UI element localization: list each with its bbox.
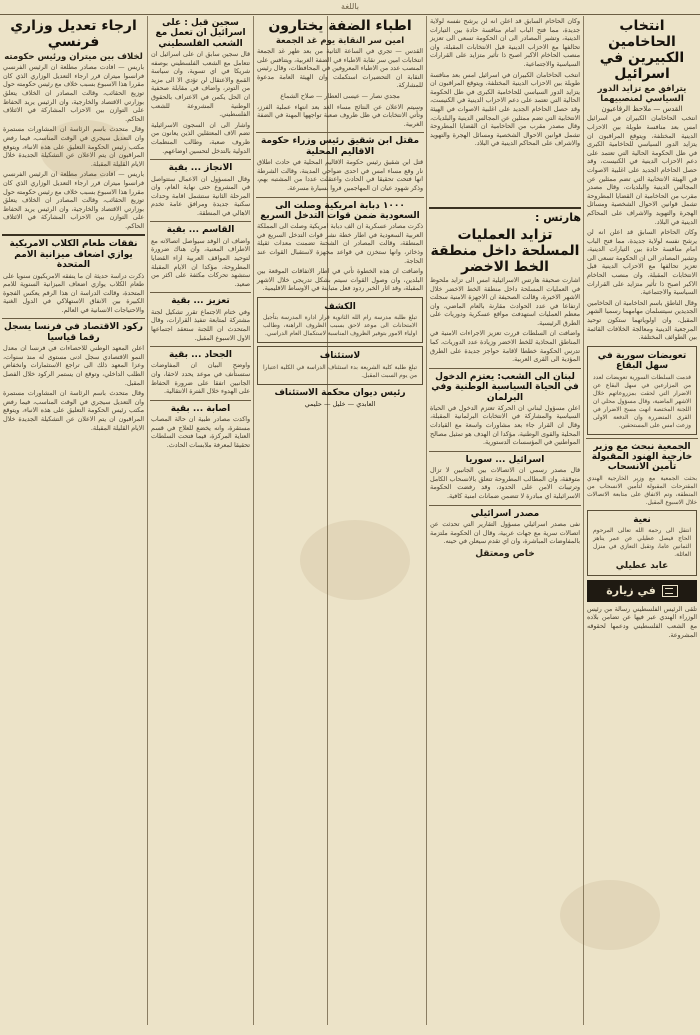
divider [429,368,581,369]
section-banner [587,580,697,602]
divider [150,400,251,401]
article-body: وقال متحدث باسم الرئاسة ان المشاورات مستمرة وان التعديل سيجري في الوقت المناسب، فيما رفض مكتب رئيس الحكومة التعليق على هذه الانباء، ويتوقع المراقبون ان يتم الاعلان عن التشكيلة الجديدة خلال الايام القليلة المقبلة. [3,126,144,168]
divider [2,234,145,236]
notice-body: تبلغ طلبة كلية الشريعة بدء استئناف الدراسة في الكلية اعتبارا من يوم السبت المقبل. [263,364,417,379]
subheadline-chief-rabbis: يترافق مع تزايد الدور السياسي لمنصبيهما [597,84,687,105]
continued-top [427,18,583,204]
article-body: اعلن مسؤول لبناني ان الحركة تعتزم الدخول في الحياة السياسية والمشاركة في الانتخابات البرلمانية المقبلة، وقال ان القرار جاء بعد مشاورات واسعة مع القيادات المحلية والقوى الوطنية، مؤكدا ان الهدف هو تمثيل مصالح المواطنين في المؤسسات الدستورية. [430,404,580,447]
headline-continued: تعزيز ... بقية [171,296,230,307]
headline-continued: القاسم ... بقية [166,225,235,236]
notice-headline: لاستئناف [319,351,361,362]
boxed-notice [257,346,423,384]
headline-tanks: ١٠٠٠ دبابة امريكية وصلت الى السعودية ضمن قوات التدخل السريع [260,200,420,221]
candidate-names: مجدي نصار — عيسى العطار — صلاح الشماع [280,93,400,101]
headline-continued: الانجاز ... بقية [168,163,233,174]
article-body: باريس — افادت مصادر مطلعة ان الرئيس الفرنسي فرانسوا ميتران قرر ارجاء التعديل الوزاري الذي كان مقررا هذا الاسبوع بسبب خلاف مع رئيس حكومته حول توزيع الحقائب، وقالت المصادر ان الخلاف يتعلق بوزارتي الاقتصاد والخارجية، وان الرئيس يريد الحفاظ على التوازن بين الاحزاب المشاركة في الائتلاف الحاكم. [3,171,144,230]
boxed-notice [257,297,423,343]
headline-israel-syria: اسرائيل ... سوريا [465,454,545,465]
headline-france-recession: ركود الاقتصاد في فرنسا يسجل رقما قياسيا [4,322,143,343]
kicker-haaretz: هارتس : [535,211,581,224]
notice-body: تبلغ طلبة مدرسة رام الله الثانوية قرار ادارة المدرسة بتأجيل الامتحانات الى موعد لاحق بسبب الظروف الراهنة، وطالب اولياء الامور بتوفير الظروف المناسبة لاستكمال العام الدراسي. [263,315,417,338]
divider [586,438,698,439]
article-body: وفي ختام الاجتماع تقرر تشكيل لجنة مشتركة لمتابعة تنفيذ القرارات، وقال المتحدث ان اللجنة ستعقد اجتماعها الاول الاسبوع المقبل. [151,308,250,342]
subheadline-doctors: امين سر النقابة يوم غد الجمعة [275,36,405,47]
headline-india-talks: الجمعية نبحث مع وزير خارجية الهنود المقبولة تأمين الانسحاب [591,441,693,473]
masthead-label: باللغة [341,2,359,11]
divider [150,292,251,293]
headline-prisoner: سجين قبل : على اسرائيل ان تعمل مع الشعب الفلسطيني [155,18,246,49]
divider [429,451,581,452]
article-body: وكان الحاخام السابق قد اعلن انه لن يرشح نفسه لولاية جديدة، مما فتح الباب امام منافسة حادة بين التيارات الدينية، وتشير المصادر الى ان الحكومة تسعى الى تعزيز تحالفها مع الاحزاب الدينية قبل الانتخابات المقبلة، وان منصب الحاخام الاكبر اصبح ذا تأثير متزايد على القرارات السياسية والاجتماعية. [430,18,580,68]
article-body: اعلن المعهد الوطني للاحصاءات في فرنسا ان معدل النمو الاقتصادي سجل ادنى مستوى له منذ سنوات، وعزا المعهد ذلك الى تراجع الاستثمارات وانخفاض الطلب الداخلي، وتوقع ان يستمر الركود خلال الفصل المقبل. [3,345,144,387]
subheadline-french-cabinet: لخلاف بين ميتران ورئيس حكومته [4,52,143,63]
article-body: اشارت صحيفة هارتس الاسرائيلية امس الى تزايد ملحوظ في العمليات المسلحة داخل منطقة الخط الاخضر خلال الاشهر الاخيرة، وقالت الصحيفة ان الاجهزة الامنية سجلت ارتفاعا في عدد الحوادث مقارنة بالعام الماضي، وان معظم العمليات استهدفت مواقع عسكرية ودوريات على الطرق الرئيسية. [430,276,580,327]
headline-continued: اصابة ... بقية [170,403,231,414]
divider [256,197,424,198]
headline-syria-compensation: تعويضات سورية في سهل البقاع [597,350,687,372]
divider [150,159,251,160]
article-body: واضاف ان الوفد سيواصل اتصالاته مع الاطراف المعنية، وان هناك ضرورة لتوحيد المواقف العربية ازاء القضايا المطروحة، مؤكدا ان الايام المقبلة ستشهد تحركات مكثفة على اكثر من صعيد. [151,237,250,288]
article-signature: خاص ومعتقل [475,548,535,559]
article-body: بحثت الجمعية مع وزير الخارجية الهندي المقترحات المقبولة لتأمين الانسحاب من المنطقة، وتم الاتفاق على متابعة الاتصالات خلال الاسبوع المقبل. [587,475,697,506]
article-body: ذكرت مصادر عسكرية ان الف دبابة امريكية وصلت الى المملكة العربية السعودية في اطار خطة نشر قوات التدخل السريع في المنطقة، وقالت المصادر ان الشحنة تضمنت معدات ثقيلة وذخائر، وانها ستخزن في قواعد مجهزة لاستقبال القوات عند الحاجة. [257,223,423,265]
column-5 [0,16,147,1025]
divider [429,505,581,506]
obituary-name: عابد عطيلي [615,560,669,571]
headline-continued: الجحاد ... بقية [169,350,232,361]
article-body: واضافت ان هذه الخطوة تأتي في اطار الاتفاقات الموقعة بين البلدين، وان وصول القوات سيتم بشكل تدريجي خلال الاشهر المقبلة، وقد اثار الخبر ردود فعل متباينة في الاوساط الاقليمية. [257,268,423,293]
article-body: انتخب الحاخامان الكبيران في اسرائيل امس بعد منافسة طويلة بين الاحزاب الدينية المختلفة، ويتوقع المراقبون ان يتزايد الدور السياسي للحاخامية الكبرى في ظل الحكومة الحالية التي تعتمد على دعم الاحزاب الدينية في الكنيست، وقد حصل الحاخام الجديد على اغلبية الاصوات في الهيئة الانتخابية التي تضم ممثلين عن المجالس الدينية والبلديات، وقال مصدر مقرب من الحاخامية ان القضايا المطروحة تشمل قوانين الاحوال الشخصية ومسائل الهجرة والتهويد والاشراف على المحاكم الدينية في البلاد. [587,115,697,226]
headline-killing: مقتل ابن شقيق رئيس وزراء حكومة الاقاليم المحلية [260,136,420,157]
article-body: وسيتم الاعلان عن النتائج مساء الغد بعد انتهاء عملية الفرز، وتأتي الانتخابات في ظل ظروف صعبة تواجهها المهنة في الضفة الغربية. [257,103,423,128]
column-4 [148,16,253,1025]
article-body: وكان الحاخام السابق قد اعلن انه لن يرشح نفسه لولاية جديدة، مما فتح الباب امام منافسة حادة بين التيارات الدينية، وتشير المصادر الى ان الحكومة تسعى الى تعزيز تحالفها مع الاحزاب الدينية قبل الانتخابات المقبلة، وان منصب الحاخام الاكبر اصبح ذا تأثير متزايد على القرارات السياسية والاجتماعية. [587,229,697,297]
article-body: نفى مصدر اسرائيلي مسؤول التقارير التي تحدثت عن اتصالات سرية مع جهات عربية، وقال ان الحكومة ملتزمة بالمفاوضات المباشرة، وان اي تقدم سيعلن في حينه. [430,520,580,546]
article-body: قدمت السلطات السورية تعويضات لعدد من المزارعين في سهل البقاع عن الاضرار التي لحقت بمزروعاتهم خلال الاشهر الماضية، وقال مسؤول محلي ان اللجنة المختصة انهت مسح الاضرار في القرى المتضررة وان الدفعة الاولى وزعت امس على المستحقين. [593,374,691,429]
article-body: ذكرت دراسة حديثة ان ما ينفقه الامريكيون سنويا على طعام الكلاب يوازي اضعاف الميزانية السنوية للامم المتحدة، وقالت الدراسة ان هذا الرقم يعكس الفجوة الكبيرة بين الانفاق الاستهلاكي في الدول الغنية والاحتياجات الانسانية في العالم. [3,272,144,314]
article-body: قال سجين سابق ان على اسرائيل ان تتعامل مع الشعب الفلسطيني بوصفه شريكا في اي تسوية، وان سياسة القمع والاعتقال لن تؤدي الا الى مزيد من التوتر، واضاف في مقابلة صحفية ان الحل يكمن في الاعتراف بالحقوق الوطنية المشروعة للشعب الفلسطيني. [151,51,250,119]
article-body: قال مصدر رسمي ان الاتصالات بين الجانبين لا تزال متوقفة، وان المطالب المطروحة تتعلق بالانسحاب الكامل وترتيبات الامن على الحدود، وقد رفضت الحكومة الاسرائيلية اي مبادرة لا تتضمن ضمانات امنية كافية. [430,467,580,500]
article-body: تلقى الرئيس الفلسطيني رسالة من رئيس الوزراء الهندي عبر فيها عن تضامن بلاده مع الشعب الفلسطيني ودعمها لحقوقه المشروعة. [587,605,697,639]
divider [150,346,251,347]
byline: القدس — ملاحظ الرفاعيون [601,105,683,114]
article-body: انتخب الحاخامان الكبيران في اسرائيل امس بعد منافسة طويلة بين الاحزاب الدينية المختلفة، ويتوقع المراقبون ان يتزايد الدور السياسي للحاخامية الكبرى في ظل الحكومة الحالية التي تعتمد على دعم الاحزاب الدينية في الكنيست، وقد حصل الحاخام الجديد على اغلبية الاصوات في الهيئة الانتخابية التي تضم ممثلين عن المجالس الدينية والبلديات، وقال مصدر مقرب من الحاخامية ان القضايا المطروحة تشمل قوانين الاحوال الشخصية ومسائل الهجرة والتهويد والاشراف على المحاكم الدينية في البلاد. [430,71,580,148]
article-body: وقال الناطق باسم الحاخامية ان الحاخامين الجديدين سيتسلمان مهامهما رسميا الشهر المقبل، وان اولوياتهما ستكون توحيد المرجعية الدينية ومعالجة الخلافات القائمة بين الطوائف المختلفة. [587,299,697,342]
obituary-body: انتقل الى رحمة الله تعالى المرحوم الحاج فيصل عطيلي عن عمر يناهز الثمانين عاما، وتقبل التعازي في منزل العائلة. [593,527,691,558]
article-body: واكدت مصادر طبية ان حالة المصاب مستقرة، وانه يخضع للعلاج في قسم العناية المركزة، فيما فتحت السلطات تحقيقا لمعرفة ملابسات الحادث. [151,416,250,449]
article-body: باريس — افادت مصادر مطلعة ان الرئيس الفرنسي فرانسوا ميتران قرر ارجاء التعديل الوزاري الذي كان مقررا هذا الاسبوع بسبب خلاف مع رئيس حكومته حول توزيع الحقائب، وقالت المصادر ان الخلاف يتعلق بوزارتي الاقتصاد والخارجية، وان الرئيس يريد الحفاظ على التوازن بين الاحزاب المشاركة في الائتلاف الحاكم. [3,64,144,123]
headline-dog-food: نفقات طعام الكلاب الامريكية يوازي اضعاف ميزانية الامم المتحدة [9,239,138,271]
headline-chief-rabbis: انتخاب الحاخامين الكبيرين في اسرائيل [599,18,685,83]
masthead-strip [0,4,700,15]
article-body: واضافت ان السلطات قررت تعزيز الاجراءات الامنية في المناطق المحاذية للخط الاخضر وزيادة عدد الدوريات، كما تدرس الحكومة خططا لاقامة حواجز جديدة على الطرق المؤدية الى القرى العربية. [430,330,580,364]
names-line: العابدي — خليل — حليمي [304,399,376,408]
article-body: وقال المسؤول ان الاعمال ستتواصل في المشروع حتى نهاية العام، وان المرحلة الثانية ستشمل اقامة وحدات سكنية جديدة ومرافق عامة تخدم الاهالي في المنطقة. [151,175,250,217]
headline-appeals-court: رئيس ديوان محكمة الاستئناف [274,387,406,398]
banner-label: في زيارة [606,584,656,598]
headline-french-cabinet: ارجاء تعديل وزاري فرنسي [10,18,137,51]
headline-lebanon: لبنان الى الشعب: يعتزم الدخول في الحياة السياسية الوطنية وفي البرلمان [431,371,579,403]
divider [150,221,251,222]
divider [429,207,581,209]
article-body: القدس — تجري في الساعة الثانية من بعد ظهر غد الجمعة انتخابات امين سر نقابة الاطباء في الضفة الغربية، ويتنافس على المنصب عدد من الاطباء المعروفين في المحافظات، وقال رئيس النقابة ان التحضيرات استكملت وان الهيئة العامة مدعوة للمشاركة. [257,48,423,90]
article-body: واوضح البيان ان المفاوضات ستستأنف في موعد يحدد لاحقا، وان الجانبين اتفقا على ضرورة الحفاظ على الهدوء خلال الفترة الانتقالية. [151,362,250,396]
column-2 [427,16,583,1025]
headline-green-line: تزايد العمليات المسلحة داخل منطقة الخط الاخضر [430,226,580,275]
article-body: قتل ابن شقيق رئيس حكومة الاقاليم المحلية في حادث اطلاق نار وقع مساء امس في احدى ضواحي المدينة، وقالت الشرطة انها فتحت تحقيقا في الحادث واعتقلت عددا من المشتبه بهم، وذكر شهود عيان ان المهاجمين فروا بسيارة مسرعة. [257,159,423,192]
notice-headline: الكشف [324,301,356,312]
divider [2,318,145,319]
newspaper-logo-icon [662,585,678,597]
headline-doctors: اطباء الضفة يختارون [268,18,412,34]
obituary-box [587,510,697,576]
boxed-article [587,346,697,435]
column-1 [584,16,700,1025]
article-body: وقال متحدث باسم الرئاسة ان المشاورات مستمرة وان التعديل سيجري في الوقت المناسب، فيما رفض مكتب رئيس الحكومة التعليق على هذه الانباء، ويتوقع المراقبون ان يتم الاعلان عن التشكيلة الجديدة خلال الايام القليلة المقبلة. [3,390,144,432]
divider [256,132,424,133]
headline-israeli-source: مصدر اسرائيلي [470,508,540,519]
column-3 [254,16,426,1025]
article-body: واشار الى ان السجون الاسرائيلية تضم الاف المعتقلين الذين يعانون من ظروف صعبة، وطالب المنظمات الدولية بالتدخل لتحسين اوضاعهم. [151,121,250,155]
obituary-title: نعية [633,514,651,525]
